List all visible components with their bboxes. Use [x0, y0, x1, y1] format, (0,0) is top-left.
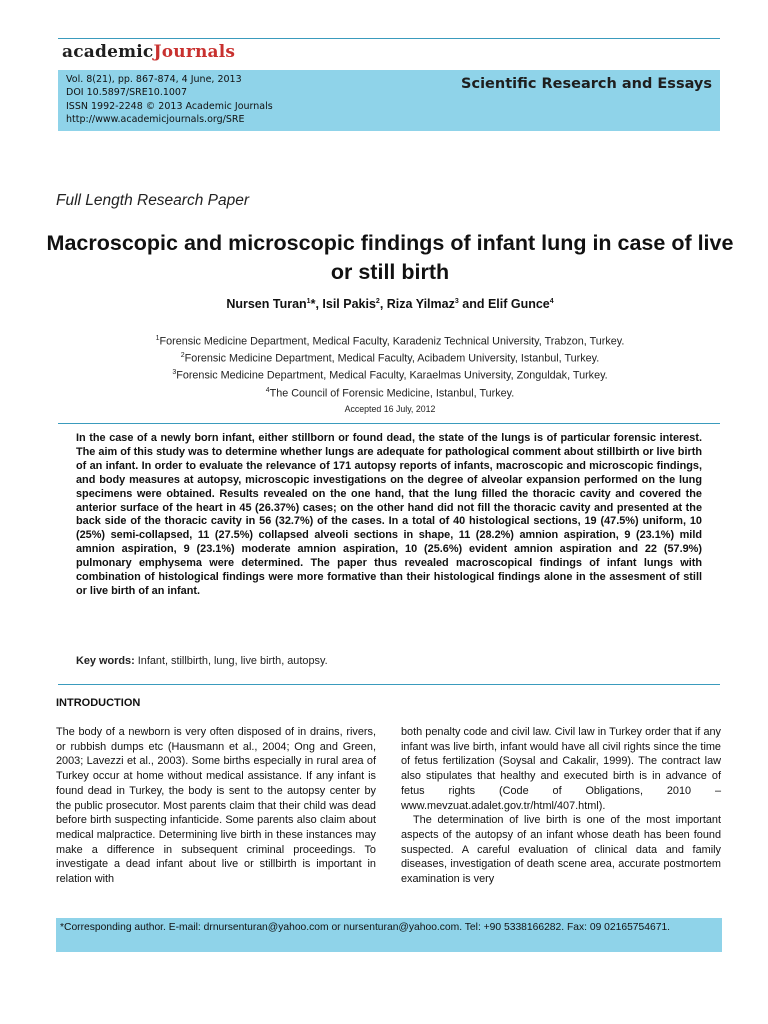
- affiliation-text: The Council of Forensic Medicine, Istanbul, Turkey.: [269, 387, 515, 400]
- volume-line: Vol. 8(21), pp. 867-874, 4 June, 2013: [66, 74, 242, 85]
- corresponding-author-note: *Corresponding author. E-mail: drnursenturan@yahoo.com or nursenturan@yahoo.com. Tel: +90 5338166282. Fax: 09 02165754671.: [60, 922, 671, 933]
- author-separator: and: [458, 297, 488, 311]
- affiliation-number: 1: [155, 335, 160, 342]
- accepted-date: Accepted 16 July, 2012: [344, 404, 436, 414]
- journal-url[interactable]: http://www.academicjournals.org/SRE: [66, 113, 245, 125]
- body-column-right: [401, 725, 721, 887]
- author-name: Isil Pakis: [322, 297, 376, 311]
- affiliation-number: 4: [265, 386, 270, 394]
- affiliation: [40, 349, 740, 366]
- author-name: Nursen Turan: [226, 297, 307, 311]
- author-affiliation-mark: 1: [306, 297, 311, 305]
- author-separator: ,: [379, 297, 387, 311]
- body-column-left: [56, 725, 376, 887]
- abstract-text: In the case of a newly born infant, either stillborn or found dead, the state of the lungs is of particular forensic interest. The aim of this study was to determine whether lungs are adequate for pathological comment about stillbirth or live birth of an infant. In order to evaluate the relevance of 171 autopsy reports of infants, macroscopic and microscopic findings, and body measures at autopsy, microscopic investigations on the degree of alveolar expansion performed on the lung specimens were obtained. Results revealed on the one hand, that the lung filled the thoracic cavity and covered the anterior surface of the heart in 45 (26.37%) cases; on the other hand did not fill the thoracic cavity and presented at the back side of the thoracic cavity in 56 (32.7%) of the cases. In a total of 40 histological sections, 19 (47.5%) uniform, 10 (25%) semi-collapsed, 11 (27.5%) collapsed alveoli sections in shape, 11 (28.2%) amnion aspiration, 9 (23.1%) mild amnion aspiration, 9 (23.1%) moderate amnion aspiration, 10 (25.6%) evident amnion aspiration and 22 (57.9%) pulmonary emphysema were determined. The paper thus revealed macroscopical findings of infant lungs with combination of histological findings were more formative than their histological findings alone in the assesment of still or live birth of an infant.: [76, 432, 702, 597]
- logo-part-journals: Journals: [153, 42, 236, 62]
- journal-banner: [58, 70, 720, 131]
- author-separator: *,: [310, 297, 323, 311]
- body-paragraph: both penalty code and civil law. Civil law in Turkey order that if any infant was live birth, infant would have all civil rights since the time of fetus fertilization (Soysal and Cakalir, 1999). The contract law also stipulates that healthy and executed birth is in advance of fetus rights (Code of Obligations, 2010 – www.mevzuat.adalet.gov.tr/html/407.html).: [401, 726, 721, 812]
- journal-name: Scientific Research and Essays: [461, 76, 712, 92]
- paper-title: Macroscopic and microscopic findings of infant lung in case of live or still birth: [46, 231, 734, 284]
- affiliation-text: Forensic Medicine Department, Medical Faculty, Karaelmas University, Zonguldak, Turkey.: [176, 369, 608, 382]
- affiliation: [40, 332, 740, 349]
- affiliation-number: 3: [172, 369, 177, 377]
- section-heading: INTRODUCTION: [56, 697, 141, 709]
- footnote-box: [56, 918, 722, 952]
- header-rule: [58, 38, 720, 39]
- keywords-label: Key words:: [76, 655, 135, 667]
- author-affiliation-mark: 3: [454, 297, 459, 305]
- affiliation: [40, 384, 740, 401]
- affiliation-text: Forensic Medicine Department, Medical Faculty, Karadeniz Technical University, Trabzon, Turkey.: [159, 335, 625, 348]
- affiliation-list: [40, 332, 740, 401]
- affiliation-text: Forensic Medicine Department, Medical Faculty, Acibadem University, Istanbul, Turkey.: [184, 352, 600, 365]
- abstract-section: [58, 423, 720, 685]
- body-paragraph: The body of a newborn is very often disposed of in drains, rivers, or rubbish dumps etc (Hausmann et al., 2004; Ong and Green, 2003; Lavezzi et al., 2003). Some births especially in rural area of Turkey occur at home without medical assistance. If any infant is found dead in Turkey, the body is sent to the autopsy center by the public prosecutor. Most parents claim that their child was dead before birth suspecting infanticide. Some parents also claim about medical malpractice. Determining live birth in these instances may make a difference in subsequent criminal proceedings. To investigate a dead infant about live or stillbirth is important in relation with: [56, 726, 376, 886]
- paper-type: Full Length Research Paper: [56, 192, 250, 209]
- author-affiliation-mark: 2: [375, 297, 380, 305]
- author-name: Elif Gunce: [487, 297, 550, 311]
- issn-line: ISSN 1992-2248 © 2013 Academic Journals: [66, 100, 273, 112]
- author-affiliation-mark: 4: [549, 297, 554, 305]
- keywords-text: Infant, stillbirth, lung, live birth, autopsy.: [137, 655, 328, 667]
- body-paragraph: The determination of live birth is one of the most important aspects of the autopsy of an infant whose death has been found suspected. A careful evaluation of clinical data and family diseases, investigation of death scene area, accurate postmortem examination is very: [401, 814, 721, 886]
- doi-line: DOI 10.5897/SRE10.1007: [66, 87, 188, 99]
- author-name: Riza Yilmaz: [386, 297, 455, 311]
- publication-meta: [66, 73, 273, 126]
- publisher-logo: [62, 42, 235, 62]
- affiliation-number: 2: [180, 352, 185, 360]
- affiliation: [40, 366, 740, 383]
- author-list: [40, 297, 740, 311]
- keywords: [76, 655, 702, 667]
- logo-part-academic: academic: [62, 42, 154, 62]
